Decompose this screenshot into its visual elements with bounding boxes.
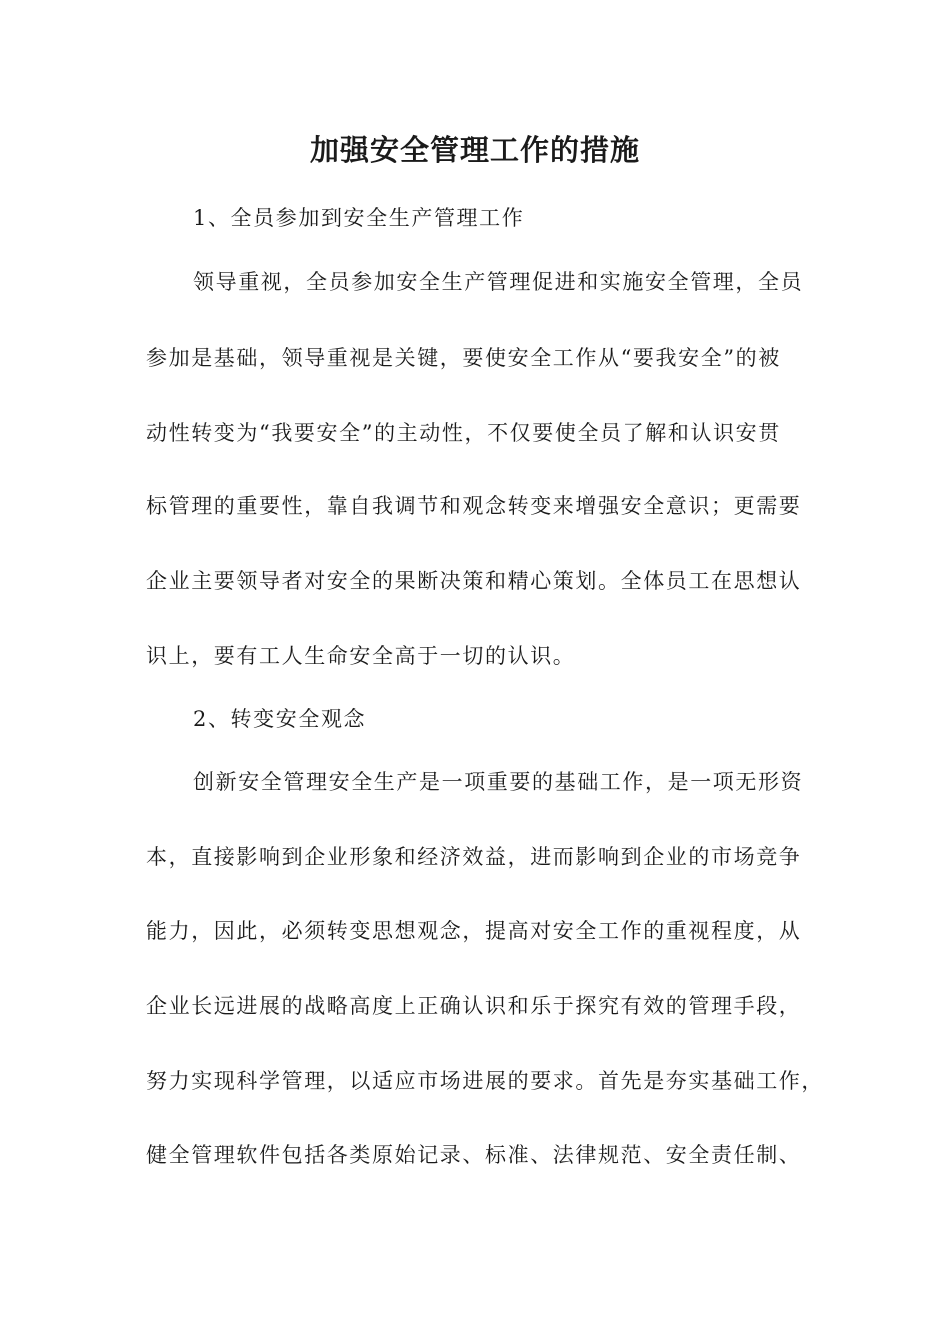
paragraph-line: 本，直接影响到企业形象和经济效益，进而影响到企业的市场竞争: [146, 845, 802, 869]
section-heading-1: 1、全员参加到安全生产管理工作: [193, 206, 525, 230]
paragraph-line: 动性转变为“我要安全”的主动性，不仅要使全员了解和认识安贯: [146, 421, 781, 445]
paragraph-line: 识上，要有工人生命安全高于一切的认识。: [146, 644, 576, 668]
paragraph-line: 企业主要领导者对安全的果断决策和精心策划。全体员工在思想认: [146, 569, 802, 593]
section-heading-2: 2、转变安全观念: [193, 707, 367, 731]
paragraph-line: 企业长远进展的战略高度上正确认识和乐于探究有效的管理手段，: [146, 994, 802, 1018]
paragraph-line: 努力实现科学管理，以适应市场进展的要求。首先是夯实基础工作，: [146, 1069, 824, 1093]
paragraph-line: 领导重视，全员参加安全生产管理促进和实施安全管理，全员: [193, 270, 804, 294]
paragraph-line: 参加是基础，领导重视是关键，要使安全工作从“要我安全”的被: [146, 346, 781, 370]
paragraph-line: 能力，因此，必须转变思想观念，提高对安全工作的重视程度，从: [146, 919, 802, 943]
paragraph-line: 标管理的重要性，靠自我调节和观念转变来增强安全意识；更需要: [146, 494, 802, 518]
document-title: 加强安全管理工作的措施: [309, 133, 640, 167]
paragraph-line: 健全管理软件包括各类原始记录、标准、法律规范、安全责任制、: [146, 1143, 802, 1167]
paragraph-line: 创新安全管理安全生产是一项重要的基础工作，是一项无形资: [193, 770, 804, 794]
